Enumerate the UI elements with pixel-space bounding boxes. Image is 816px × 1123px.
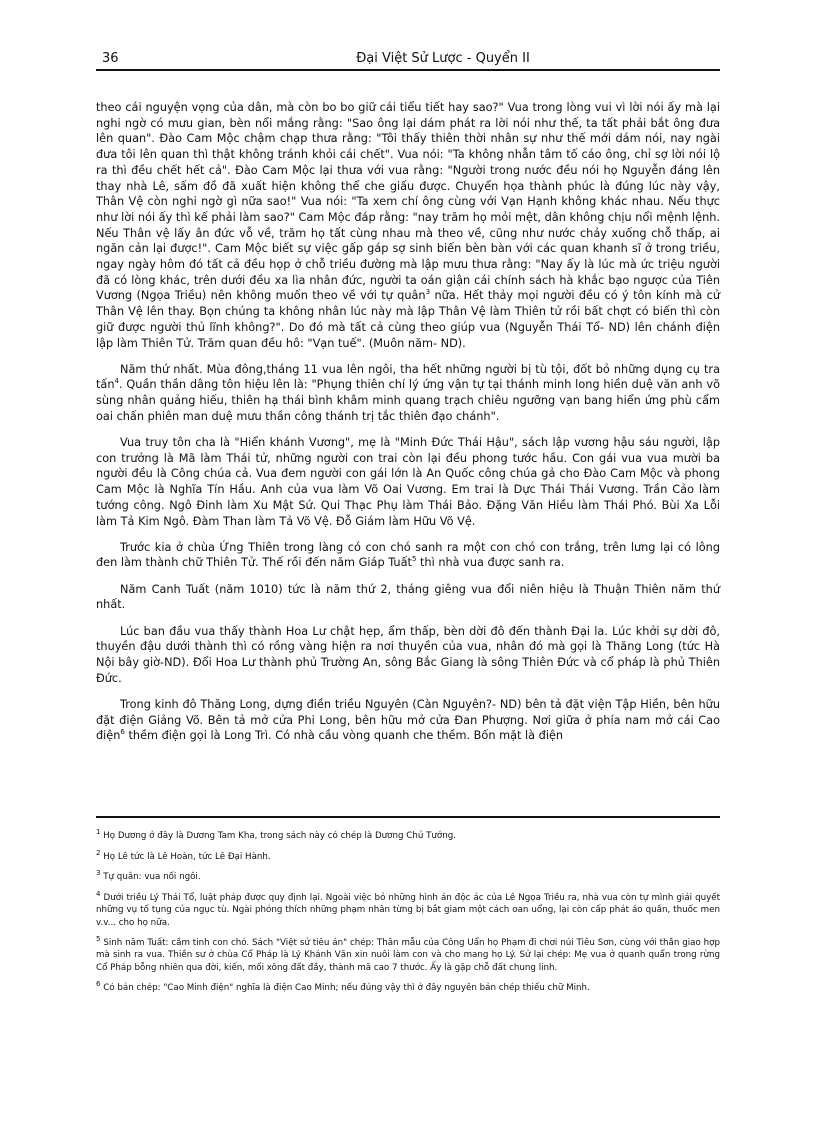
footnote-text: Họ Dương ở đây là Dương Tam Kha, trong sách này có chép là Dương Chủ Tướng. [103, 831, 457, 841]
footnote-ref[interactable]: 4 [114, 377, 119, 386]
page-number: 36 [102, 51, 119, 66]
header-divider [96, 69, 720, 71]
footnotes [96, 830, 720, 1003]
footnote-ref[interactable]: 3 [425, 288, 431, 297]
footnote [96, 848, 720, 863]
footnote-mark: 2 [96, 848, 101, 857]
footnote-text: Họ Lê tức là Lê Hoàn, tức Lê Đại Hành. [103, 851, 271, 862]
footnote-text: Có bản chép: "Cao Minh điện" nghĩa là điện Cao Minh; nếu đúng vậy thì ở đây nguyên bản chép thiếu chữ Minh. [103, 983, 590, 994]
running-title: Đại Việt Sử Lược - Quyển II [356, 51, 530, 66]
paragraph: Lúc ban đầu vua thấy thành Hoa Lư chật hẹp, ẩm thấp, bèn dời đô đến thành Đại la. Lúc khởi sự dời đô, thuyền đậu dưới thành thì có rồng vàng hiện ra nơi thuyền của vua, nhân đó mà gọi là Thăng Long (tức Hà Nội bây giờ-ND). Đổi Hoa Lư thành phủ Trường An, sông Bắc Giang là sông Thiên Đức và cổ pháp là phủ Thiên Đức. [96, 624, 720, 685]
footnote-text: Sinh năm Tuất: cầm tinh con chó. Sách "Việt sử tiêu án" chép: Thân mẫu của Công Uẩn họ Phạm đi chơi núi Tiêu Sơn, cùng với thần giao hợp mà sinh ra vua. Thiền sư ở chùa Cổ Pháp là Lý Khánh Văn xin nuôi làm con và cho mang họ Lý. Sử lại chép: Mẹ vua ở quanh quẩn trong rừng Cổ Pháp bỗng nhiên qua đời, kiến, mối xông đất đầy, thành mã cao 7 thước. Ấy là gặp chỗ đất chung linh. [96, 938, 720, 973]
footnote [96, 830, 720, 842]
page-header [96, 50, 720, 68]
paragraph: Năm thứ nhất. Mùa đông,tháng 11 vua lên ngôi, tha hết những người bị tù tội, đốt bỏ những dụng cụ tra tấn$^4$. Quần thần dâng tôn hiệu lên là: "Phụng thiên chí lý ứng vận tự tại thánh minh long hiền duệ văn anh võ sùng nhân quảng hiếu, thiên hạ thái bình khâm minh quang trạch chiêu ngưỡng vạn bang hiển ứng phù cẩm oai chấn phiên man duệ mưu thần công thánh trị tắc thiên đạo chánh". [96, 362, 720, 423]
footnote-mark: 3 [96, 869, 101, 878]
footnote [96, 892, 720, 929]
footnote-divider [96, 816, 720, 818]
footnote-mark: 4 [96, 890, 101, 899]
footnote-mark: 1 [96, 828, 101, 837]
paragraph: Trong kinh đô Thăng Long, dựng điền triều Nguyên (Càn Nguyên?- ND) bên tả đặt viện Tập Hiền, bên hữu đặt điện Giảng Võ. Bên tả mở cửa Phi Long, bên hữu mở cửa Đan Phượng. Nơi giữa ở phía nam mở cái Cao điện$^6$ thềm điện gọi là Long Trì. Có nhà cầu vòng quanh che thềm. Bốn mặt là điện [96, 697, 720, 743]
footnote-mark: 6 [96, 980, 101, 989]
paragraph: Vua truy tôn cha là "Hiển khánh Vương", mẹ là "Minh Đức Thái Hậu", sách lập vương hậu sáu người, lập con trưởng là Mã làm Thái tử, những người con trai còn lại đều phong tước hầu. Con gái vua vua mười ba người đều là Công chúa cả. Vua đem người con gái lớn là An Quốc công chúa gả cho Đào Cam Mộc và phong Cam Mộc là Nghĩa Tín Hầu. Anh của vua làm Võ Oai Vương. Em trai là Dực Thái Thái Vương. Trần Cảo làm tướng công. Ngô Đinh làm Xu Mật Sứ. Qui Thạc Phụ làm Thái Bảo. Đặng Văn Hiều làm Thái Phó. Bùi Xa Lỗi làm Tả Kim Ngô. Đàm Than làm Tả Võ Vệ. Đỗ Giám làm Hữu Võ Vệ. [96, 436, 720, 528]
footnote-mark: 5 [96, 935, 101, 944]
footnote-ref[interactable]: 6 [120, 728, 125, 737]
footnote-text: Dưới triều Lý Thái Tổ, luật pháp được quy định lại. Ngoài việc bỏ những hình án độc ác của Lê Ngọa Triều ra, nhà vua còn tự mình giải quyết những vụ tố tụng của ngục tù. Ngài phóng thích những phạm nhân từng bị bắt giam một cách oan uổng, lại còn cấp phát áo quần, thuốc men v.v... cho họ nữa. [96, 893, 720, 928]
footnote [96, 982, 720, 994]
body-text [96, 100, 720, 755]
footnote [96, 871, 720, 883]
paragraph: Năm Canh Tuất (năm 1010) tức là năm thứ 2, tháng giêng vua đổi niên hiệu là Thuận Thiên năm thứ nhất. [96, 582, 720, 612]
footnote-ref[interactable]: 5 [411, 555, 417, 564]
footnote-text: Tự quân: vua nối ngôi. [103, 872, 201, 883]
paragraph: Trước kia ở chùa Ứng Thiên trong làng có con chó sanh ra một con chó con trắng, trên lưng lại có lông đen làm thành chữ Thiên Tử. Thế rồi đến năm Giáp Tuất$^5$ thì nhà vua được sanh ra. [96, 540, 720, 570]
paragraph: theo cái nguyện vọng của dân, mà còn bo bo giữ cái tiểu tiết hay sao?" Vua trong lòng vui vì lời nói ấy mà lại nghi ngờ có mưu gian, bèn nổi mắng rằng: "Sao ông lại dám phát ra lời nói như thế, ta tất phải bắt ông đưa lên quan". Đào Cam Mộc chậm chạp thưa rằng: "Tôi thấy thiên thời nhân sự như thế mới dám nói, nay ngài đưa tôi lên quan thì thật không tránh khỏi cái chết". Vua nói: "Ta không nhẫn tâm tố cáo ông, chỉ sợ lời nói lộ ra thì đều chết hết cả". Đào Cam Mộc lại thưa với vua rằng: "Người trong nước đều nói họ Nguyễn đáng lên thay nhà Lê, sấm đồ đã xuất hiện không thể che giấu được. Chuyển họa thành phúc là đúng lúc này vậy, Thân Vệ còn nghi ngờ gì nữa sao!" Vua nói: "Ta xem chí ông cùng với Vạn Hạnh không khác nhau. Nếu thực như lời nói ấy thì kế phải làm sao?" Cam Mộc đáp rằng: "nay trăm họ mỏi mệt, dân không chịu nổi mệnh lệnh. Nếu Thân vệ lấy ân đức vỗ về, trăm họ tất cùng nhau mà theo về, cũng như nước chảy xuống chỗ thấp, ai ngăn cản lại được!". Cam Mộc biết sự việc gấp gáp sợ sinh biến bèn bàn với các quan khanh sĩ ở trong triều, ngay ngày hôm đó tất cả đều họp ở chỗ triều đường mà lập mưu thưa rằng: "Nay ấy là lúc mà ức triệu người đã có lòng khác, trên dưới đều xa lìa nhân đức, người ta oán giận cái chính sách hà khắc bạo ngược của Tiên Vương (Ngọa Triều) nên không muốn theo về với tự quân$^3$ nữa. Hết thảy mọi người đều có ý tôn kính mà cử Thân Vệ lên thay. Bọn chúng ta không nhân lúc này mà lập Thân Vệ làm Thiên tử rồi bất chợt có biến thì còn giữ được người thủ lĩnh không?". Do đó mà tất cả cùng theo giúp vua (Nguyễn Thái Tổ- ND) lên chánh điện lập làm Thiên Tử. Trăm quan đều hô: "Vạn tuế". (Muôn năm- ND). [96, 101, 721, 350]
footnote [96, 937, 720, 974]
